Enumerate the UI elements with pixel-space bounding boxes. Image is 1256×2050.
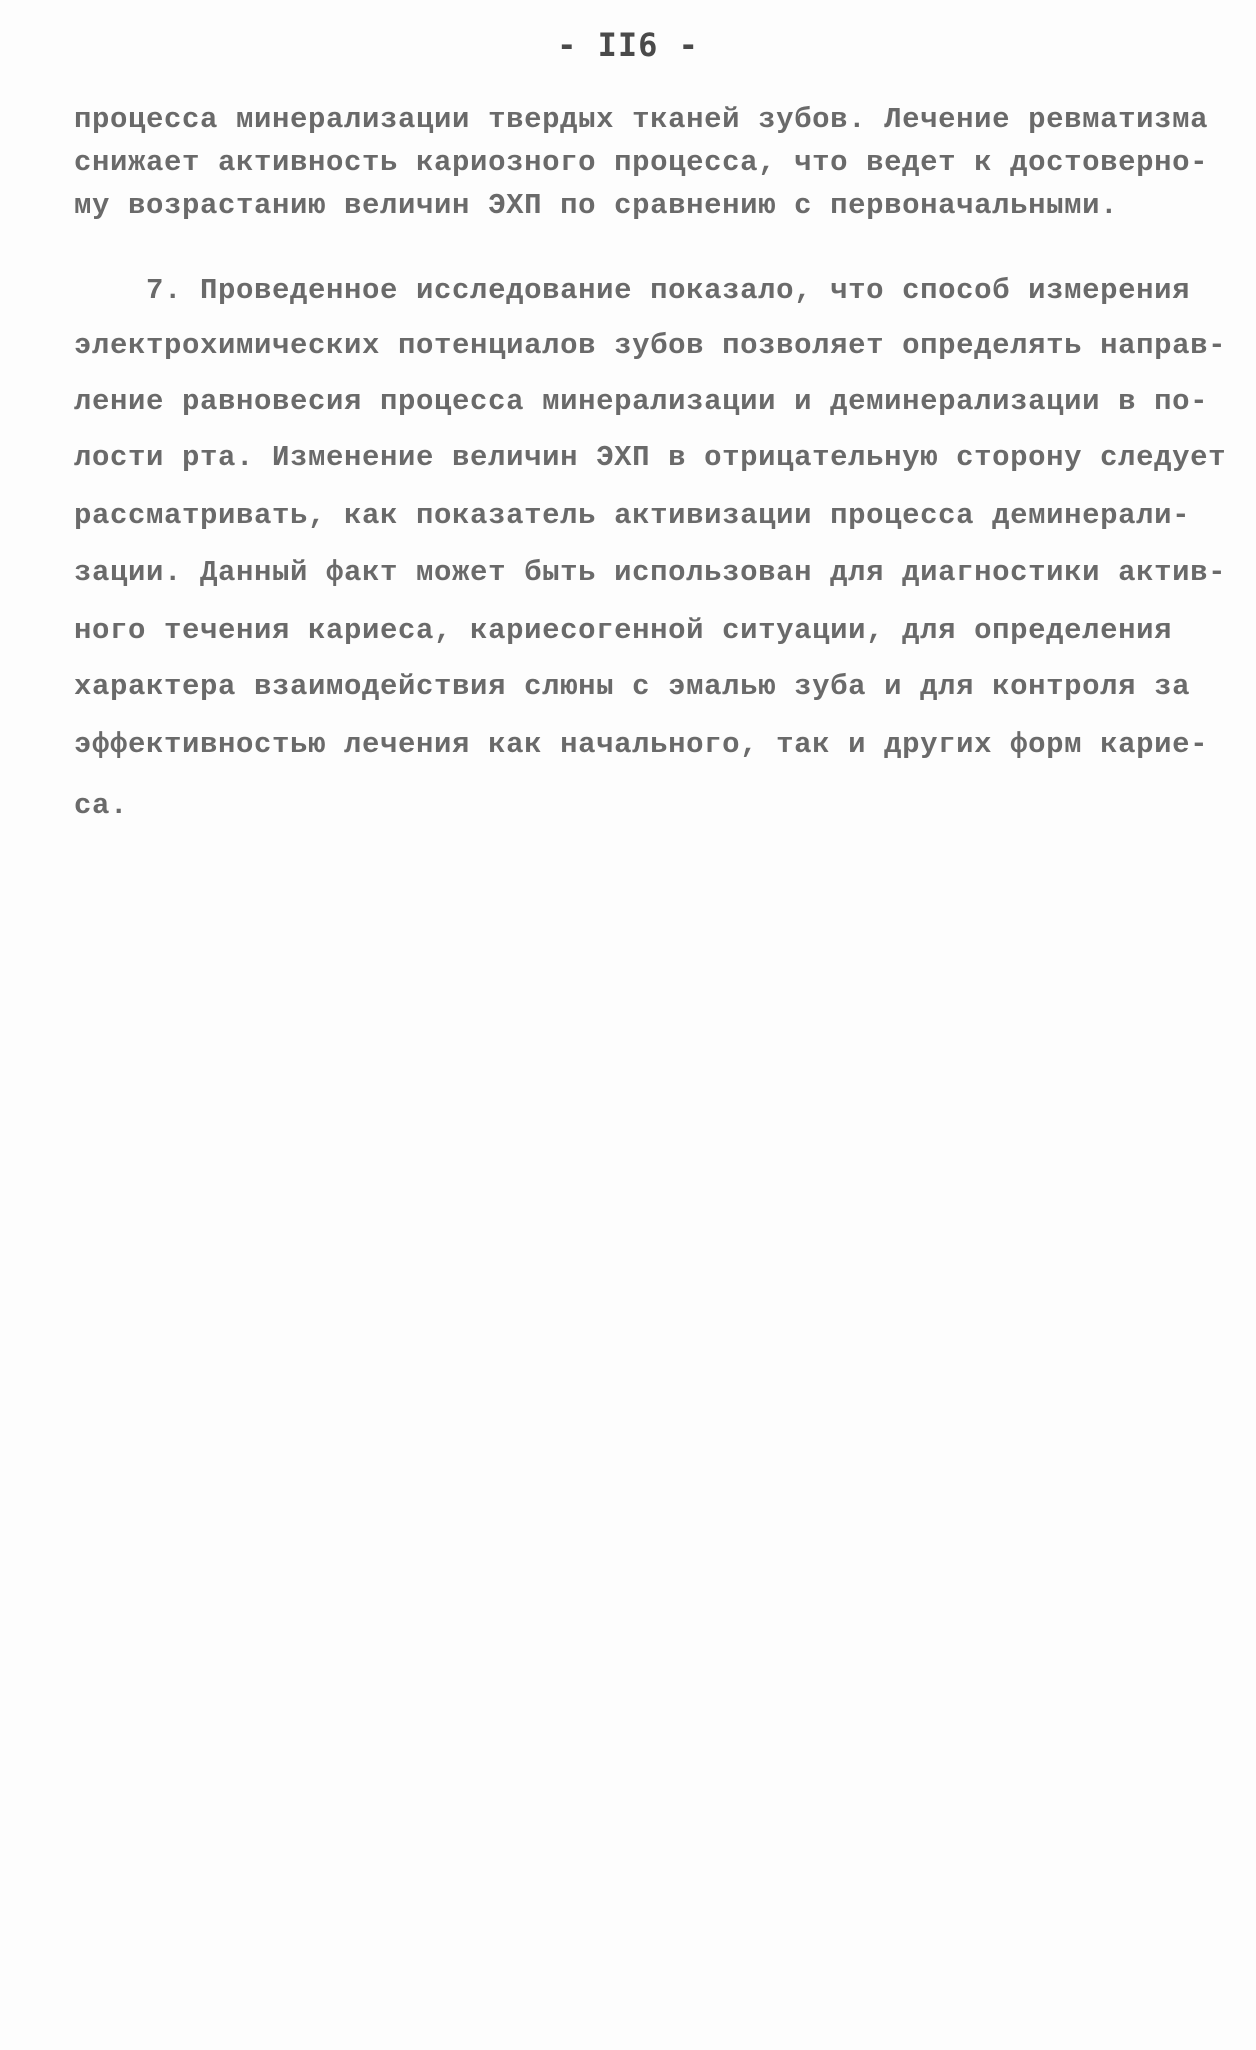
text-line: процесса минерализации твердых тканей зубов. Лечение ревматизма — [74, 103, 1209, 136]
text-line: 7. Проведенное исследование показало, что способ измерения — [74, 274, 1191, 307]
text-line: зации. Данный факт может быть использован для диагностики актив- — [74, 556, 1227, 589]
text-line: электрохимических потенциалов зубов позволяет определять направ- — [74, 329, 1227, 362]
text-line: характера взаимодействия слюны с эмалью зуба и для контроля за — [74, 670, 1191, 703]
text-line: ление равновесия процесса минерализации и деминерализации в по- — [74, 385, 1209, 418]
text-line: му возрастанию величин ЭХП по сравнению с первоначальными. — [74, 189, 1119, 222]
text-line: ного течения кариеса, кариесогенной ситуации, для определения — [74, 614, 1173, 647]
page-number: - II6 - — [557, 26, 699, 64]
text-line: снижает активность кариозного процесса, что ведет к достоверно- — [74, 146, 1209, 179]
text-line: рассматривать, как показатель активизации процесса деминерали- — [74, 499, 1191, 532]
text-line: лости рта. Изменение величин ЭХП в отрицательную сторону следует — [74, 441, 1227, 474]
text-line: эффективностью лечения как начального, так и других форм карие- — [74, 728, 1209, 761]
text-line: са. — [74, 789, 129, 822]
